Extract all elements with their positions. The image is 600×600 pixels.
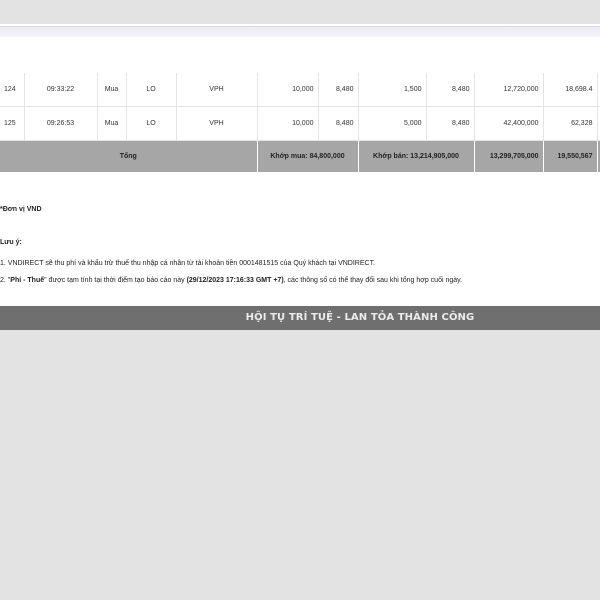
row-fee: 18,698.4 [543, 73, 597, 107]
row-time: 09:26:53 [24, 107, 97, 141]
note-timestamp: (29/12/2023 17:16:33 GMT +7) [186, 277, 284, 284]
total-matched-value: 13,299,705,000 [474, 141, 543, 173]
row-matched-volume: 1,500 [358, 73, 426, 107]
notes-title: Lưu ý: [0, 239, 22, 246]
row-order-type: LO [126, 107, 176, 141]
row-time: 09:33:22 [24, 73, 97, 107]
row-symbol: VPH [176, 73, 257, 107]
row-order-price: 8,480 [318, 73, 358, 107]
note-fee-estimate [0, 277, 462, 284]
row-side: Mua [97, 73, 126, 107]
row-stt: 124 [0, 73, 24, 107]
note-text: , các thông số có thể thay đổi sau khi tổng hợp cuối ngày. [283, 277, 463, 284]
table-row [0, 73, 600, 107]
row-matched-value: 12,720,000 [474, 73, 543, 107]
row-stt: 125 [0, 107, 24, 141]
note-text: 2. " [0, 277, 11, 284]
row-fee: 62,328 [543, 107, 597, 141]
row-side: Mua [97, 107, 126, 141]
row-matched-volume: 5,000 [358, 107, 426, 141]
row-order-type: LO [126, 73, 176, 107]
row-matched-value: 42,400,000 [474, 107, 543, 141]
trade-table [0, 73, 600, 172]
total-label: Tổng [0, 141, 257, 173]
note-emphasis: Phí - Thuế [10, 277, 45, 284]
row-symbol: VPH [176, 107, 257, 141]
note-text: " được tạm tính tại thời điểm tạo báo cáo này [44, 277, 187, 284]
total-buy-matched: Khớp mua: 84,800,000 [257, 141, 358, 173]
total-sell-matched: Khớp bán: 13,214,905,000 [358, 141, 474, 173]
report-header-bar [0, 26, 600, 37]
top-margin [0, 0, 600, 24]
row-matched-price: 8,480 [426, 73, 474, 107]
table-row [0, 107, 600, 141]
report-page [0, 24, 600, 330]
row-order-volume: 10,000 [257, 107, 318, 141]
note-fee-deduction: 1. VNDIRECT sẽ thu phí và khấu trừ thuế thu nhập cá nhân từ tài khoản tiền 0001481515 của Quý khách tại VNDIRECT. [0, 260, 376, 267]
slogan-banner: HỘI TỤ TRÍ TUỆ - LAN TỎA THÀNH CÔNG [0, 306, 600, 330]
total-row [0, 141, 600, 173]
row-matched-price: 8,480 [426, 107, 474, 141]
row-order-volume: 10,000 [257, 73, 318, 107]
row-order-price: 8,480 [318, 107, 358, 141]
total-fee: 19,550,567 [543, 141, 597, 173]
currency-unit-note: *Đơn vị VND [0, 206, 42, 213]
